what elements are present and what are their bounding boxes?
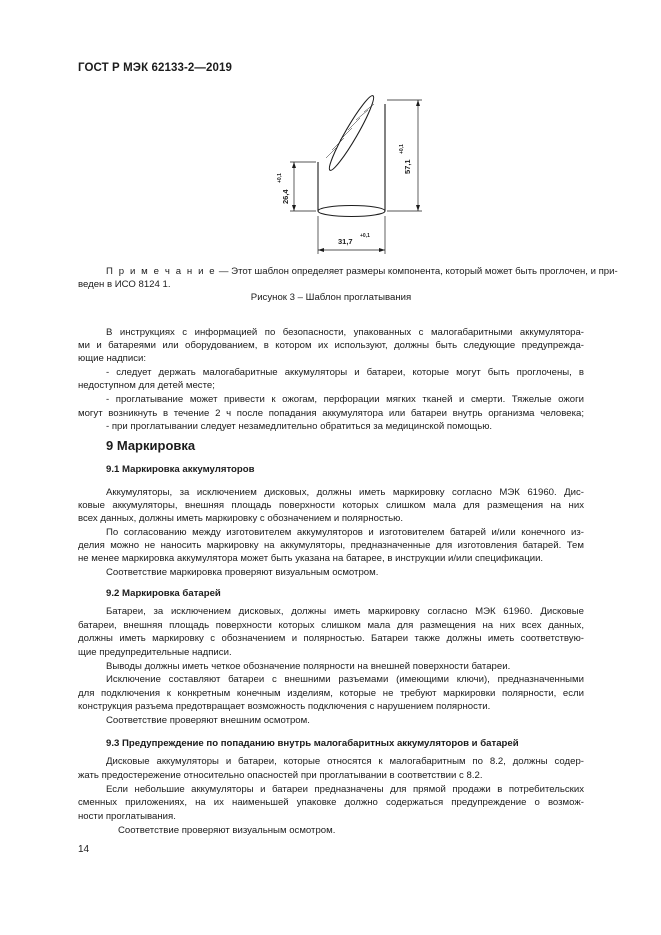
slanted-opening	[325, 93, 378, 173]
intro-line: недоступном для детей месте;	[78, 380, 215, 391]
intro-line: В инструкциях с информацией по безопасности, упакованных с малогабаритными аккумулятора-	[106, 327, 584, 338]
s93-line: ности проглатывания.	[78, 811, 176, 822]
dim-width: 31,7	[338, 237, 353, 246]
s92-line: Батареи, за исключением дисковых, должны иметь маркировку согласно МЭК 61960. Дисковые	[106, 606, 584, 617]
note-text: — Этот шаблон определяет размеры компонента, который может быть проглочен, и при-	[216, 266, 618, 277]
document-header: ГОСТ Р МЭК 62133-2—2019	[78, 62, 232, 74]
s92-line: Соответствие проверяют внешним осмотром.	[106, 715, 310, 726]
s92-line: батареи, внешняя площадь поверхности которых слишком мала для размещения на них всех данных,	[78, 620, 584, 631]
s91-line: делия можно не наносить маркировку на аккумуляторы, предназначенные для изготовления батарей. Тем	[78, 540, 584, 551]
dim-tall-height: 57,1	[403, 159, 412, 174]
dim-tall-height-tolerance: +0,1	[399, 144, 405, 154]
intro-line: ющие надписи:	[78, 353, 147, 364]
s92-line: для подключения к конкретным конечным изделиям, которые не требуют маркировки полярности, если	[78, 688, 584, 699]
page-number: 14	[78, 844, 90, 855]
s91-line: не менее маркировка аккумулятора может быть указана на батарее, в инструкции и/или спецификации.	[78, 553, 544, 564]
intro-line: - следует держать малогабаритные аккумуляторы и батареи, которые могут быть проглочены, в	[106, 367, 584, 378]
s93-line: Дисковые аккумуляторы и батареи, которые относятся к малогабаритным по 8.2, должны содер-	[106, 756, 584, 767]
swallow-template-drawing	[260, 88, 430, 258]
dim-short-height-tolerance: +0,1	[277, 173, 283, 183]
s91-line: всех данных, должны иметь маркировку с обозначением и полярностью.	[78, 513, 403, 524]
s91-line: По согласованию между изготовителем аккумуляторов и изготовителем батарей и/или конечного из-	[106, 527, 584, 538]
s92-line: щие предупредительные надписи.	[78, 647, 232, 658]
s91-line: Аккумуляторы, за исключением дисковых, должны иметь маркировку согласно МЭК 61960. Дис-	[106, 487, 584, 498]
section-9-3-title: 9.3 Предупреждение по попаданию внутрь малогабаритных аккумуляторов и батарей	[106, 738, 519, 749]
cylinder-base	[318, 206, 385, 217]
s91-line: ковые аккумуляторы, внешняя площадь поверхности которых слишком мала для размещения на них	[78, 500, 584, 511]
s93-line: Соответствие проверяют визуальным осмотром.	[118, 825, 336, 836]
s91-line: Соответствие маркировка проверяют визуальным осмотром.	[106, 567, 379, 578]
intro-line: - при проглатывании следует незамедлительно обратиться за медицинской помощью.	[106, 421, 493, 432]
figure-note-line-1	[106, 266, 618, 278]
s93-line: Если небольшие аккумуляторы и батареи предназначены для прямой продажи в потребительских	[106, 784, 584, 795]
s93-line: жать предостережение относительно опасностей при проглатывании в соответствии с 8.2.	[78, 770, 483, 781]
figure-note-line-2: веден в ИСО 8124 1.	[78, 279, 171, 290]
s93-line: сменных приложениях, на их наименьшей упаковке должно содержаться предупреждение о возмож-	[78, 797, 584, 808]
dim-width-tolerance: +0,1	[360, 233, 370, 239]
s92-line: Выводы должны иметь четкое обозначение полярности на внешней поверхности батареи.	[106, 661, 511, 672]
dim-short-height: 26,4	[281, 189, 290, 204]
section-9-2-title: 9.2 Маркировка батарей	[106, 588, 221, 599]
template-drawing-svg	[260, 88, 430, 258]
intro-line: - проглатывание может привести к ожогам, перфорации мягких тканей и смерти. Тяжелые ожоги	[106, 394, 584, 405]
intro-line: ми и батареями или оборудованием, в котором их используют, должны быть следующие предупрежда-	[78, 340, 584, 351]
note-label: П р и м е ч а н и е	[106, 266, 217, 277]
s92-line: конструкция разъема предотвращает возможность подключения с нарушением полярности.	[78, 701, 491, 712]
section-9-title: 9 Маркировка	[106, 438, 196, 453]
s92-line: должны иметь маркировку с обозначением и полярностью. Батареи также должны иметь соответствую-	[78, 633, 584, 644]
figure-caption: Рисунок 3 – Шаблон проглатывания	[250, 292, 412, 303]
s92-line: Исключение составляют батареи с внешними разъемами (имеющими ключи), предназначенными	[106, 674, 584, 685]
intro-line: могут возникнуть в течение 2 ч после попадания аккумулятора или батареи внутрь организма человека;	[78, 408, 584, 419]
section-9-1-title: 9.1 Маркировка аккумуляторов	[106, 464, 255, 475]
